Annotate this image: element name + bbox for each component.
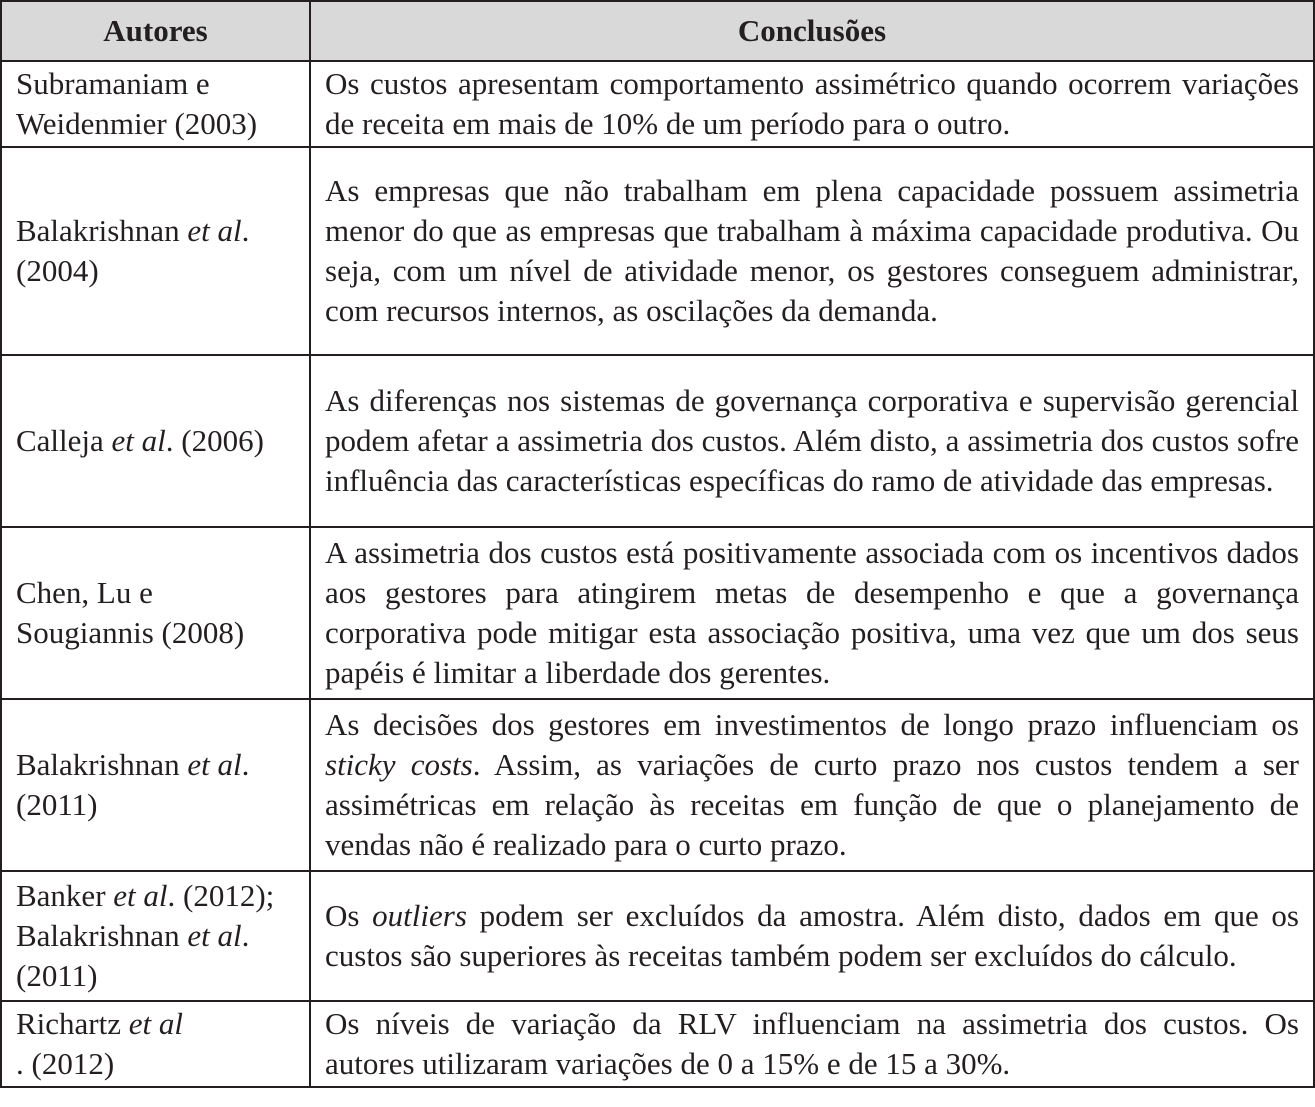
table-row [1,355,1314,527]
author-cell [1,1001,310,1087]
conclusion-cell [310,1001,1314,1087]
conclusion-cell [310,355,1314,527]
author-text-rest-2: . (2011) [16,918,250,993]
author-cell [1,527,310,699]
header-conclusions: Conclusões [310,1,1314,61]
conclusion-italic: sticky costs [325,747,473,782]
author-italic: et al [187,213,242,248]
table-row [1,699,1314,871]
header-row [1,1,1314,61]
author-text: Calleja [16,423,112,458]
conclusion-text: Os níveis de variação da RLV influenciam na assimetria dos custos. Os autores utilizaram variações de 0 a 15% e de 15 a 30%. [325,1006,1299,1081]
author-text: Balakrishnan [16,747,188,782]
conclusion-text: As decisões dos gestores em investimentos de longo prazo influenciam os [325,707,1299,742]
author-cell [1,871,310,1001]
author-text: Banker [16,878,114,913]
table-row [1,527,1314,699]
conclusion-cell [310,527,1314,699]
author-italic: et al [187,747,242,782]
table-row [1,1001,1314,1087]
conclusion-cell [310,871,1314,1001]
conclusion-text: As diferenças nos sistemas de governança corporativa e supervisão gerencial podem afetar a assimetria dos custos. Além disto, a assimetria dos custos sofre influência das características específicas do ramo de atividade das empresas. [325,383,1299,498]
table-row [1,147,1314,355]
author-text-rest: . (2012); [167,878,275,913]
author-text-rest: . (2004) [16,213,250,288]
author-text-rest: . (2011) [16,747,250,822]
header-authors: Autores [1,1,310,61]
author-cell [1,147,310,355]
conclusion-text: Os custos apresentam comportamento assimétrico quando ocorrem variações de receita em mais de 10% de um período para o outro. [325,66,1299,141]
conclusion-text: Os [325,898,373,933]
author-text: Subramaniam e Weidenmier (2003) [16,66,258,141]
author-text: Chen, Lu e Sougiannis (2008) [16,575,245,650]
conclusion-text-rest: podem ser excluídos da amostra. Além disto, dados em que os custos são superiores às receitas também podem ser excluídos do cálculo. [325,898,1299,973]
author-italic-2: et al [187,918,242,953]
author-cell [1,355,310,527]
author-text: Balakrishnan [16,213,188,248]
conclusion-text: As empresas que não trabalham em plena capacidade possuem assimetria menor do que as empresas que trabalham à máxima capacidade produtiva. Ou seja, com um nível de atividade menor, os gestores conseguem administrar, com recursos internos, as oscilações da demanda. [325,173,1299,328]
conclusion-cell [310,147,1314,355]
author-text-rest: . (2006) [165,423,264,458]
conclusion-text: A assimetria dos custos está positivamente associada com os incentivos dados aos gestores para atingirem metas de desempenho e que a governança corporativa pode mitigar esta associação positiva, uma vez que um dos seus papéis é limitar a liberdade dos gerentes. [325,535,1299,690]
conclusion-cell [310,61,1314,147]
author-italic: et al [111,423,166,458]
author-text-rest: . (2012) [16,1046,115,1081]
author-italic: et al [128,1006,184,1041]
table-row [1,871,1314,1001]
conclusion-text-rest: . Assim, as variações de curto prazo nos custos tendem a ser assimétricas em relação às receitas em função de que o planejamento de vendas não é realizado para o curto prazo. [325,747,1299,862]
author-text-2: Balakrishnan [16,918,188,953]
author-text: Richartz [16,1006,129,1041]
conclusion-cell [310,699,1314,871]
table-row [1,61,1314,147]
author-cell [1,699,310,871]
author-italic: et al [113,878,168,913]
author-cell [1,61,310,147]
conclusion-italic: outliers [372,898,467,933]
